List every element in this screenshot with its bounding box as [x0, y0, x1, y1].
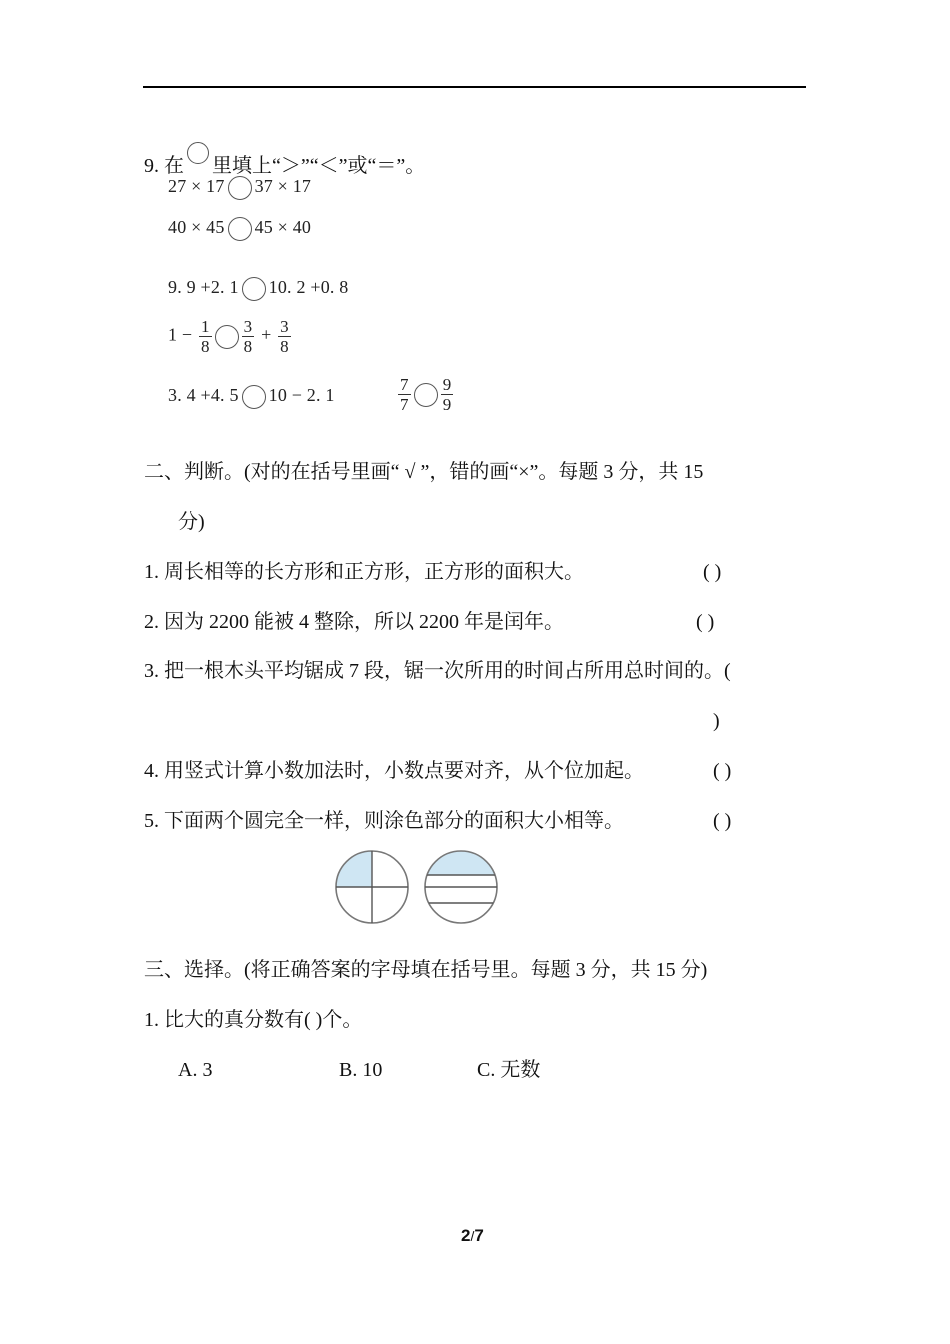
answer-circle[interactable]: [242, 385, 266, 409]
circle-strips-icon: [425, 851, 497, 923]
header-rule: [143, 86, 806, 88]
q9-item-4: 1 − $\frac{1}{8}$ $\frac{3}{8}$ + $\frac{3}{8}$: [168, 317, 289, 356]
section2-heading: 二、判断。(对的在括号里画“ √ ”，错的画“×”。每题 3 分，共 15: [144, 461, 704, 483]
fraction: $\frac{3}{8}$: [280, 317, 289, 356]
circles-figure: [330, 846, 510, 930]
answer-paren-close[interactable]: ): [713, 710, 720, 732]
circle-quarters-icon: [336, 851, 408, 923]
choice-question-1: 1. 比大的真分数有( )个。: [144, 1009, 363, 1031]
q9-item-6: [396, 375, 455, 414]
option-a[interactable]: A. 3: [178, 1059, 213, 1081]
section2-heading-cont: 分): [178, 511, 205, 533]
q9-instruction: 9. 在 里填上“＞”“＜”或“＝”。: [144, 142, 425, 178]
option-b[interactable]: B. 10: [339, 1059, 383, 1081]
fraction: $\frac{3}{8}$: [243, 317, 253, 356]
judge-item-1: 1. 周长相等的长方形和正方形，正方形的面积大。: [144, 561, 584, 583]
q9-item-2: 40 × 45 45 × 40: [168, 216, 311, 241]
option-c[interactable]: C. 无数: [477, 1059, 541, 1081]
answer-paren[interactable]: ( ): [713, 760, 732, 782]
q9-item-1: 27 × 17 37 × 17: [168, 175, 311, 200]
circle-blank-icon: [187, 142, 209, 164]
judge-item-5: 5. 下面两个圆完全一样，则涂色部分的面积大小相等。: [144, 810, 624, 832]
q9-item-3: 9. 9 +2. 1 10. 2 +0. 8: [168, 276, 349, 301]
q9-item-5: 3. 4 +4. 5 10 − 2. 1: [168, 384, 335, 409]
section3-heading: 三、选择。(将正确答案的字母填在括号里。每题 3 分，共 15 分): [144, 959, 708, 981]
answer-paren[interactable]: ( ): [703, 561, 722, 583]
page-number: 2/7: [461, 1226, 484, 1245]
answer-circle[interactable]: [242, 277, 266, 301]
answer-circle[interactable]: [414, 383, 438, 407]
judge-item-4: 4. 用竖式计算小数加法时，小数点要对齐，从个位加起。: [144, 760, 644, 782]
answer-paren[interactable]: ( ): [713, 810, 732, 832]
fraction: $\frac{7}{7}$: [400, 375, 409, 414]
answer-circle[interactable]: [215, 325, 239, 349]
fraction: $\frac{9}{9}$: [442, 375, 452, 414]
answer-circle[interactable]: [228, 217, 252, 241]
judge-item-2: 2. 因为 2200 能被 4 整除，所以 2200 年是闰年。: [144, 611, 564, 633]
answer-circle[interactable]: [228, 176, 252, 200]
fraction: $\frac{1}{8}$: [200, 317, 210, 356]
answer-paren[interactable]: ( ): [696, 611, 715, 633]
judge-item-3: 3. 把一根木头平均锯成 7 段，锯一次所用的时间占所用总时间的。(: [144, 660, 731, 682]
